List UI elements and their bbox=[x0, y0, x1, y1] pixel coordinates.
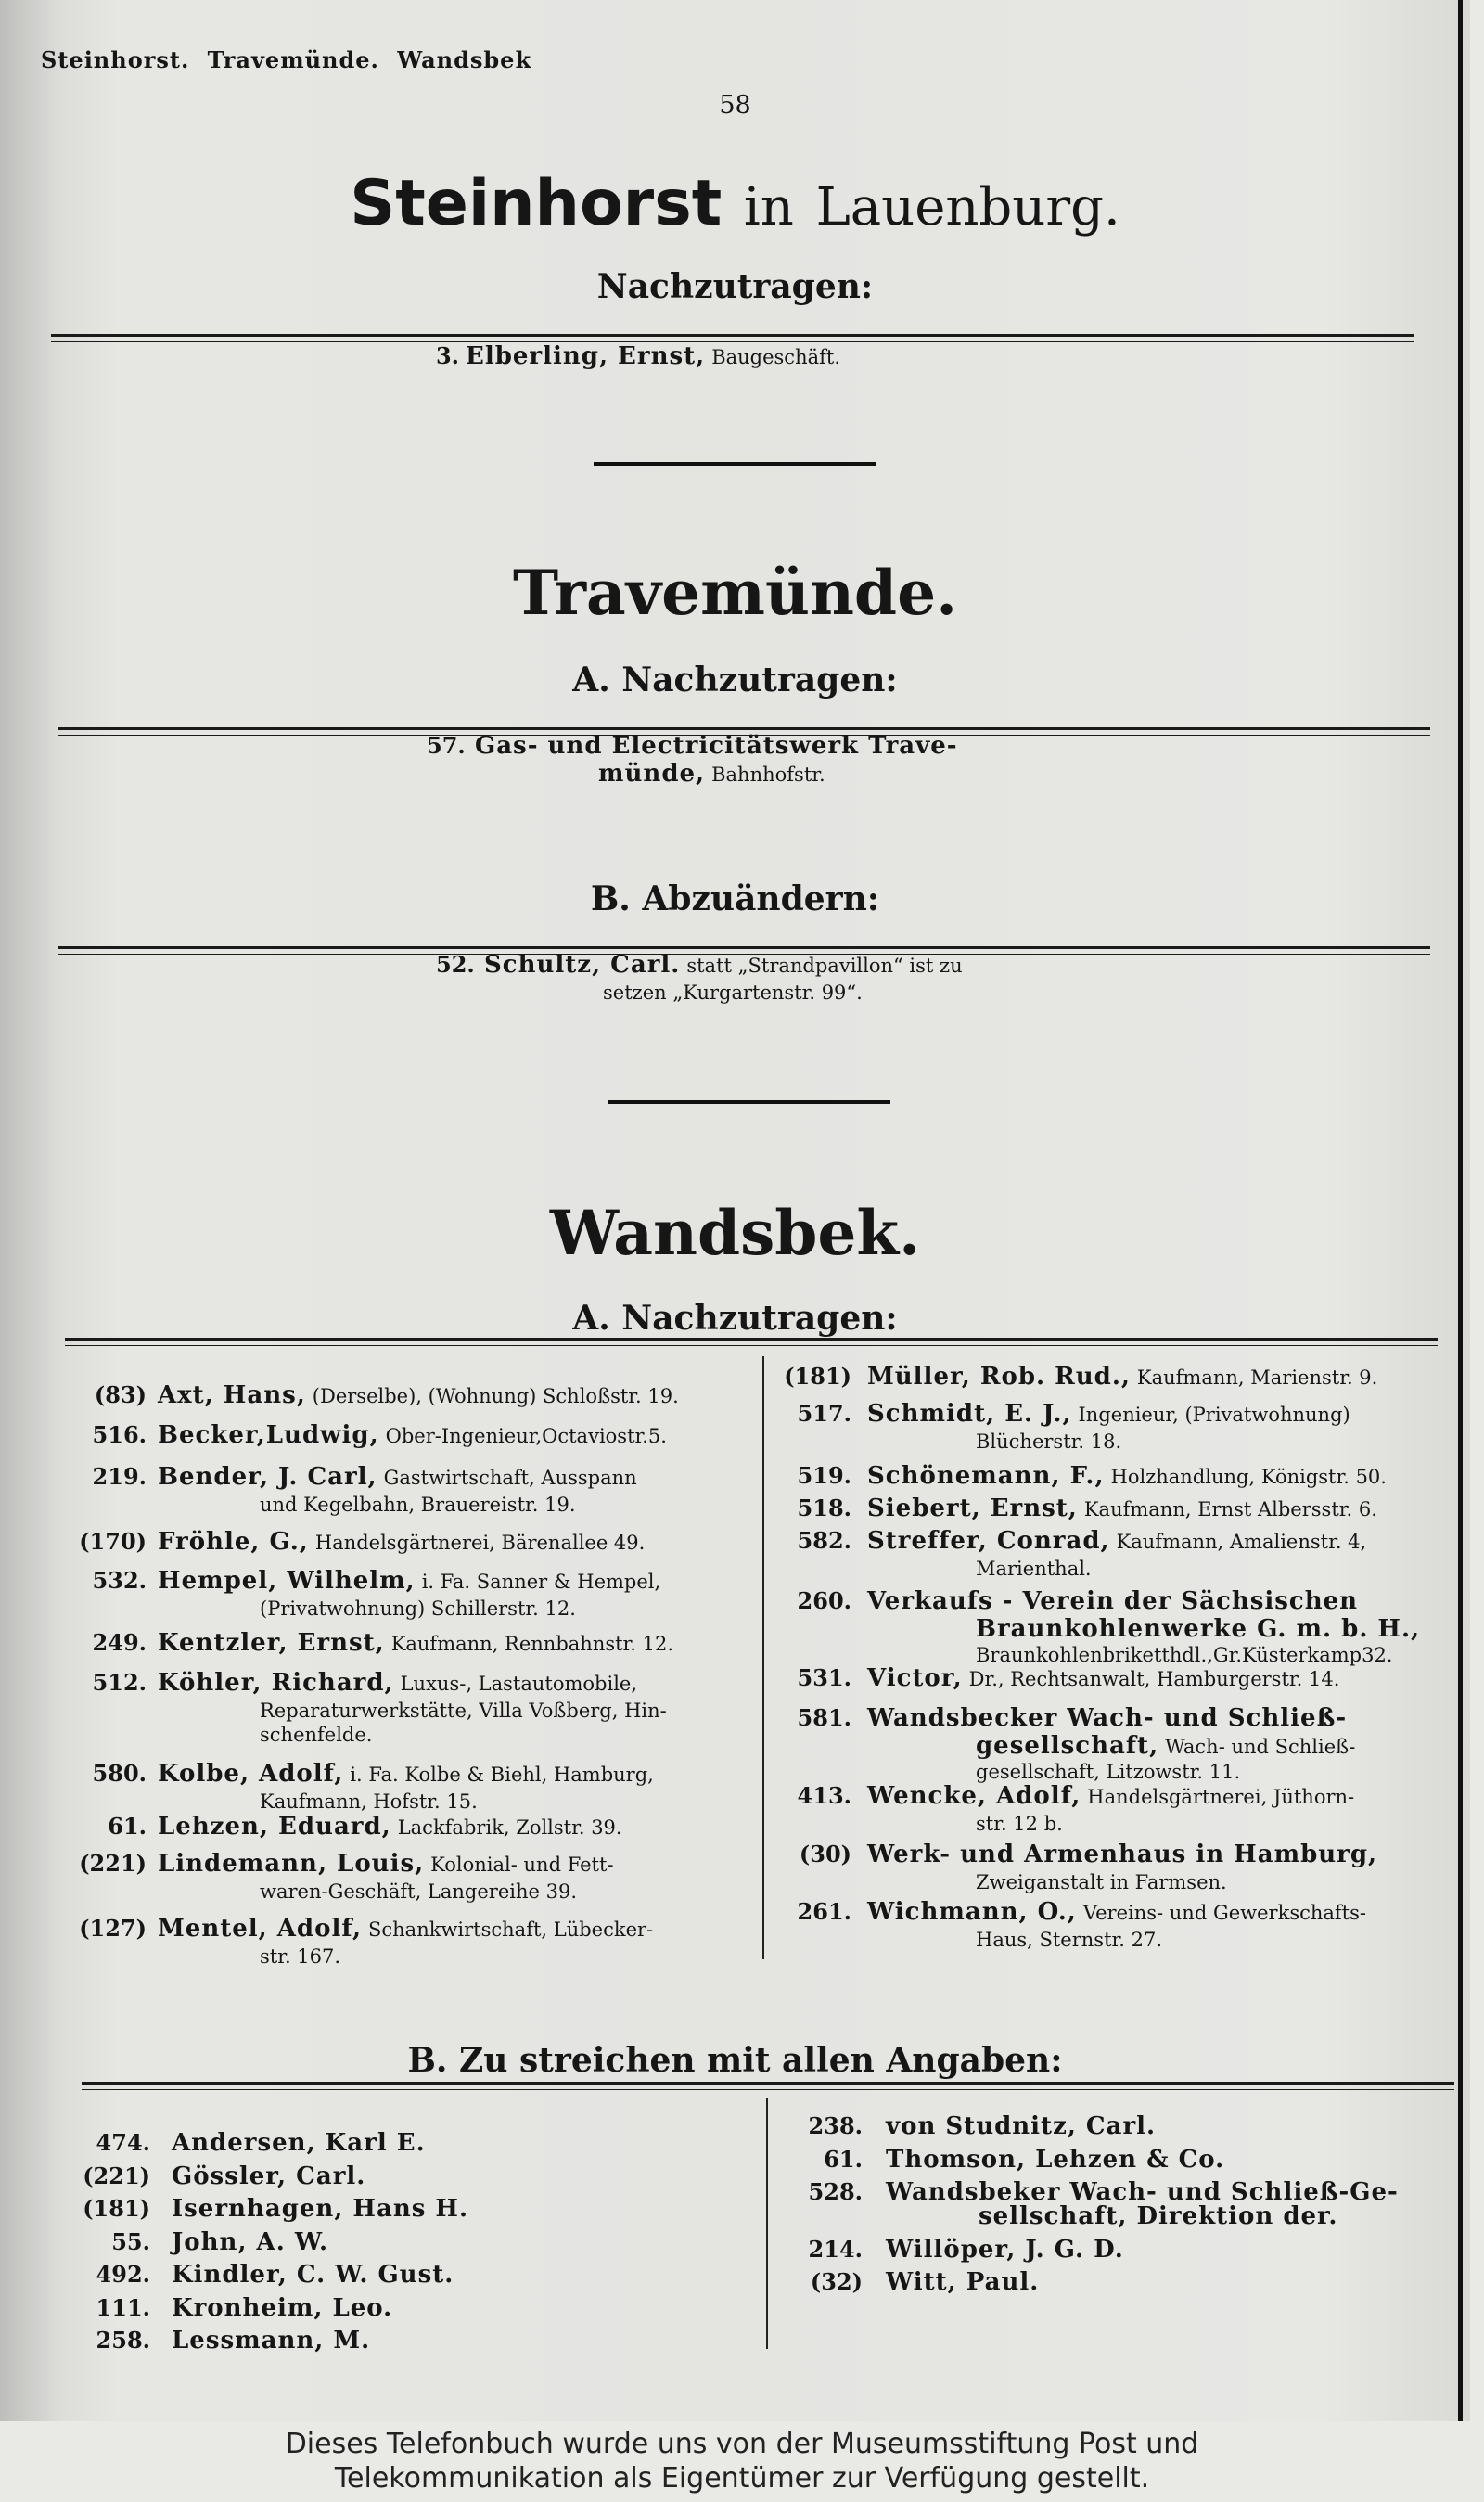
entry-desc: Kaufmann, Marienstr. 9. bbox=[1136, 1366, 1378, 1389]
entry-number: (221) bbox=[79, 1850, 147, 1877]
steinhorst-title-in: in bbox=[743, 177, 794, 237]
entry-name: Schmidt, E. J., bbox=[867, 1400, 1072, 1428]
footer-line-1: Dieses Telefonbuch wurde uns von der Museumsstiftung Post und bbox=[285, 2428, 1199, 2460]
entry-line bbox=[867, 1665, 1456, 1693]
entry-number: 512. bbox=[92, 1669, 147, 1696]
entry-line bbox=[158, 1422, 742, 1450]
entry-line bbox=[158, 1568, 742, 1596]
entry-number: 61. bbox=[108, 1813, 147, 1840]
entry-desc: Schankwirtschaft, Lübecker- bbox=[368, 1918, 654, 1941]
entry-desc-cont: Blücherstr. 18. bbox=[976, 1431, 1122, 1453]
entry-name: Kolbe, Adolf, bbox=[158, 1760, 344, 1788]
entry-line bbox=[867, 1588, 1456, 1616]
entry-name: Victor, bbox=[867, 1664, 963, 1692]
rule bbox=[82, 2082, 1454, 2085]
entry-desc: Wach- und Schließ- bbox=[1165, 1736, 1356, 1758]
entry-name: Witt, Paul. bbox=[886, 2268, 1040, 2296]
entry-line bbox=[158, 1529, 742, 1557]
entry-desc-cont: gesellschaft, Litzowstr. 11. bbox=[976, 1761, 1241, 1783]
entry-desc: Kaufmann, Rennbahnstr. 12. bbox=[390, 1633, 674, 1655]
entry-line bbox=[158, 1814, 742, 1841]
entry-name-cont: sellschaft, Direktion der. bbox=[979, 2202, 1338, 2230]
entry-number: 55. bbox=[111, 2227, 150, 2255]
entry-desc-cont: setzen „Kurgartenstr. 99“. bbox=[603, 982, 863, 1004]
entry-number: (30) bbox=[799, 1841, 851, 1867]
entry-number: (221) bbox=[83, 2162, 150, 2189]
entry-line bbox=[867, 1841, 1456, 1869]
travemuende-title: Travemünde. bbox=[512, 557, 958, 629]
entry-name: John, A. W. bbox=[172, 2227, 329, 2256]
wandsbek-a-heading: A. Nachzutragen: bbox=[572, 1299, 898, 1338]
entry-number: 492. bbox=[96, 2261, 150, 2288]
entry-desc: Gastwirtschaft, Ausspann bbox=[383, 1467, 637, 1489]
entry-desc-cont: str. 167. bbox=[260, 1945, 341, 1968]
entry-line-cont bbox=[976, 1733, 1456, 1761]
entry-number: 219. bbox=[92, 1463, 147, 1490]
entry-desc: Holzhandlung, Königstr. 50. bbox=[1110, 1466, 1387, 1488]
entry-name: Verkaufs - Verein der Sächsischen bbox=[867, 1587, 1359, 1615]
entry-number: 519. bbox=[797, 1462, 851, 1489]
entry-name: Mentel, Adolf, bbox=[158, 1915, 362, 1943]
entry-number: (127) bbox=[79, 1915, 147, 1942]
entry-line bbox=[158, 1382, 742, 1410]
column-divider bbox=[766, 2098, 768, 2349]
entry-desc: Ober-Ingenieur,Octaviostr.5. bbox=[385, 1425, 667, 1447]
entry-name: Kronheim, Leo. bbox=[172, 2293, 393, 2322]
entry-number: 238. bbox=[808, 2112, 863, 2139]
entry-desc-cont: Reparaturwerkstätte, Villa Voßberg, Hin- bbox=[260, 1700, 667, 1722]
entry-number: 516. bbox=[92, 1421, 147, 1448]
entry-name: Lessmann, M. bbox=[172, 2327, 371, 2354]
entry-desc-cont: und Kegelbahn, Brauereistr. 19. bbox=[260, 1494, 576, 1516]
entry-number: (170) bbox=[79, 1528, 147, 1555]
entry-name: Wandsbeker Wach- und Schließ-Ge- bbox=[886, 2178, 1399, 2206]
running-head: Steinhorst. Travemünde. Wandsbek bbox=[41, 46, 532, 73]
travemuende-a-heading: A. Nachzutragen: bbox=[572, 661, 898, 699]
entry-number: 531. bbox=[797, 1664, 851, 1691]
entry-number: 528. bbox=[808, 2178, 863, 2205]
entry-name: Gössler, Carl. bbox=[172, 2162, 366, 2190]
entry-number: 581. bbox=[797, 1704, 851, 1731]
entry-name: Hempel, Wilhelm, bbox=[158, 1567, 416, 1595]
entry-number: 517. bbox=[797, 1400, 851, 1427]
entry-desc-cont: waren-Geschäft, Langereihe 39. bbox=[260, 1880, 577, 1903]
entry-desc-cont: Marienthal. bbox=[976, 1558, 1092, 1580]
entry-desc: Handelsgärtnerei, Bärenallee 49. bbox=[314, 1532, 646, 1554]
entry-name: Müller, Rob. Rud., bbox=[867, 1363, 1131, 1391]
entry-number: 413. bbox=[797, 1782, 851, 1809]
entry-number: 214. bbox=[808, 2235, 863, 2263]
entry-number: (83) bbox=[94, 1381, 147, 1408]
entry-name: Andersen, Karl E. bbox=[172, 2129, 426, 2157]
entry-desc-cont: Haus, Sternstr. 27. bbox=[976, 1929, 1162, 1951]
entry-desc-cont: schenfelde. bbox=[260, 1724, 373, 1746]
entry-desc: i. Fa. Sanner & Hempel, bbox=[421, 1571, 661, 1593]
entry-name: von Studnitz, Carl. bbox=[886, 2112, 1157, 2140]
page-number: 58 bbox=[719, 91, 751, 120]
entry-desc: i. Fa. Kolbe & Biehl, Hamburg, bbox=[350, 1764, 654, 1786]
entry-number: (32) bbox=[810, 2268, 863, 2295]
rule bbox=[51, 334, 1414, 337]
entry-name: Siebert, Ernst, bbox=[867, 1495, 1078, 1522]
entry-desc: Handelsgärtnerei, Jüthorn- bbox=[1087, 1786, 1355, 1808]
entry-name: Werk- und Armenhaus in Hamburg, bbox=[867, 1841, 1378, 1868]
entry-desc-cont: Kaufmann, Hofstr. 15. bbox=[260, 1790, 478, 1813]
entry-line bbox=[867, 1783, 1456, 1811]
entry-line bbox=[867, 1705, 1456, 1733]
steinhorst-title-place: Lauenburg. bbox=[815, 177, 1120, 237]
entry-desc: Lackfabrik, Zollstr. 39. bbox=[397, 1816, 622, 1839]
wandsbek-title: Wandsbek. bbox=[549, 1197, 921, 1269]
entry-name-cont: Braunkohlenwerke G. m. b. H., bbox=[976, 1615, 1421, 1643]
entry-desc-cont: Zweiganstalt in Farmsen. bbox=[976, 1871, 1227, 1893]
entry-desc: Bahnhofstr. bbox=[711, 763, 825, 786]
entry-desc-cont: str. 12 b. bbox=[976, 1813, 1063, 1835]
entry-line bbox=[867, 1463, 1456, 1491]
entry-name: Lindemann, Louis, bbox=[158, 1850, 425, 1878]
entry-name: Kentzler, Ernst, bbox=[158, 1629, 385, 1657]
entry-name: Wichmann, O., bbox=[867, 1898, 1077, 1926]
entry-desc: Dr., Rechtsanwalt, Hamburgerstr. 14. bbox=[968, 1668, 1340, 1690]
column-divider bbox=[762, 1356, 764, 1959]
entry-name: Isernhagen, Hans H. bbox=[172, 2195, 469, 2223]
entry-name: Bender, J. Carl, bbox=[158, 1463, 377, 1491]
entry-number: 57. bbox=[427, 732, 466, 759]
entry-number: 249. bbox=[92, 1629, 147, 1656]
entry-line bbox=[158, 1761, 742, 1789]
entry-name: Willöper, J. G. D. bbox=[886, 2235, 1124, 2264]
entry-number: 518. bbox=[797, 1495, 851, 1521]
entry-line-cont bbox=[976, 1616, 1456, 1644]
entry-number: 258. bbox=[96, 2327, 150, 2354]
entry-name-cont: münde, bbox=[598, 760, 706, 788]
entry-line bbox=[158, 1851, 742, 1879]
rule bbox=[58, 946, 1430, 949]
entry-line bbox=[158, 1916, 742, 1944]
entry-name: Kindler, C. W. Gust. bbox=[172, 2261, 454, 2289]
entry-name: Wandsbecker Wach- und Schließ- bbox=[867, 1704, 1348, 1732]
entry-line bbox=[158, 1464, 742, 1492]
entry-desc: statt „Strandpavillon“ ist zu bbox=[686, 955, 963, 977]
entry-line bbox=[867, 1401, 1456, 1429]
entry-name-cont: gesellschaft, bbox=[976, 1732, 1159, 1760]
entry-name: Axt, Hans, bbox=[158, 1381, 306, 1409]
entry-name: Lehzen, Eduard, bbox=[158, 1813, 391, 1841]
entry-name: Thomson, Lehzen & Co. bbox=[886, 2145, 1225, 2174]
rule bbox=[65, 1338, 1438, 1341]
entry-name: Becker,Ludwig, bbox=[158, 1421, 379, 1449]
entry-line bbox=[158, 1630, 742, 1658]
entry-number: 261. bbox=[797, 1898, 851, 1925]
steinhorst-nachzutragen: Nachzutragen: bbox=[596, 267, 874, 306]
entry-name: Köhler, Richard, bbox=[158, 1669, 394, 1697]
list-item bbox=[427, 733, 1094, 789]
entry-number: (181) bbox=[784, 1363, 851, 1390]
entry-desc: Vereins- und Gewerkschafts- bbox=[1082, 1902, 1366, 1924]
entry-desc: Ingenieur, (Privatwohnung) bbox=[1078, 1404, 1350, 1426]
rule bbox=[58, 727, 1430, 730]
entry-number: 61. bbox=[824, 2145, 863, 2173]
footer-notice bbox=[0, 2421, 1484, 2502]
entry-number: 3. bbox=[435, 342, 459, 369]
entry-desc: Luxus-, Lastautomobile, bbox=[400, 1673, 638, 1695]
entry-number: (181) bbox=[83, 2195, 150, 2222]
entry-desc: Baugeschäft. bbox=[711, 346, 841, 368]
entry-line bbox=[867, 1899, 1456, 1927]
entry-number: 52. bbox=[436, 951, 475, 978]
steinhorst-title-main: Steinhorst bbox=[350, 167, 723, 240]
entry-number: 111. bbox=[96, 2293, 150, 2321]
entry-desc-cont: (Privatwohnung) Schillerstr. 12. bbox=[260, 1597, 576, 1620]
list-item bbox=[436, 952, 1104, 1007]
steinhorst-title bbox=[0, 167, 1470, 240]
entry-line bbox=[867, 1364, 1456, 1392]
entry-desc: Kolonial- und Fett- bbox=[430, 1854, 614, 1876]
entry-name: Wencke, Adolf, bbox=[867, 1782, 1081, 1810]
entry-number: 474. bbox=[96, 2129, 150, 2156]
entry-number: 260. bbox=[797, 1587, 851, 1614]
entry-desc: Kaufmann, Amalienstr. 4, bbox=[1116, 1531, 1367, 1553]
entry-name: Fröhle, G., bbox=[158, 1528, 309, 1556]
entry-number: 582. bbox=[797, 1527, 851, 1554]
entry-line bbox=[867, 1495, 1456, 1523]
entry-desc: (Derselbe), (Wohnung) Schloßstr. 19. bbox=[312, 1385, 679, 1407]
entry-number: 532. bbox=[92, 1567, 147, 1594]
section-divider bbox=[594, 462, 876, 466]
entry-line bbox=[158, 1670, 742, 1698]
entry-desc: Kaufmann, Ernst Albersstr. 6. bbox=[1083, 1498, 1377, 1520]
entry-name: Schönemann, F., bbox=[867, 1462, 1105, 1490]
entry-name: Streffer, Conrad, bbox=[867, 1527, 1110, 1555]
section-divider bbox=[608, 1100, 890, 1104]
footer-line-2: Telekommunikation als Eigentümer zur Verfügung gestellt. bbox=[334, 2462, 1150, 2495]
entry-desc-cont: Braunkohlenbriketthdl.,Gr.Küsterkamp32. bbox=[976, 1644, 1393, 1666]
entry-name: Gas- und Electricitätswerk Trave- bbox=[475, 732, 958, 760]
travemuende-b-heading: B. Abzuändern: bbox=[590, 879, 880, 918]
entry-name: Schultz, Carl. bbox=[484, 951, 681, 979]
entry-number: 580. bbox=[92, 1760, 147, 1787]
entry-line bbox=[867, 1528, 1456, 1556]
wandsbek-b-heading: B. Zu streichen mit allen Angaben: bbox=[407, 2041, 1063, 2080]
list-item bbox=[422, 343, 840, 371]
entry-name: Elberling, Ernst, bbox=[466, 342, 706, 370]
